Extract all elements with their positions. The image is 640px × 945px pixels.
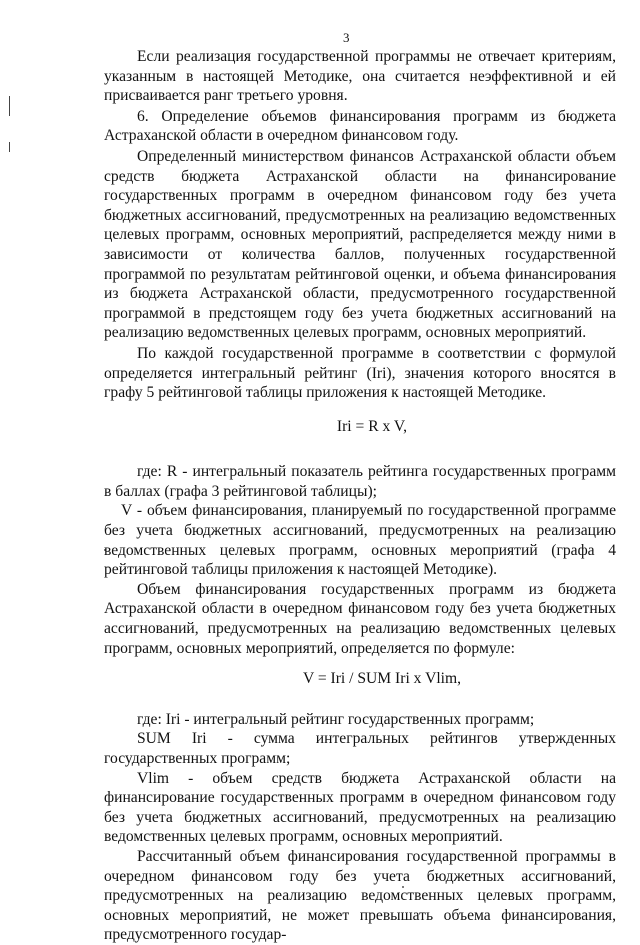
scan-margin-mark [9,96,10,116]
page-number: 3 [343,30,350,45]
document-body [104,47,616,945]
legend-item: V - объем финансирования, планируемый по государственной программе без учета бюджетных ассигнований, предусмотренных на реализацию ведомственных целевых программ, основных мероприятий (графа 4 рейтинговой таблицы приложения к настоящей Методике). [104,502,616,579]
section-heading: 6. Определение объемов финансирования программ из бюджета Астраханской области в очередном финансовом году. [104,107,616,145]
paragraph: Рассчитанный объем финансирования государственной программы в очередном финансовом году без учета бюджетных ассигнований, предусмотренных на реализацию ведомственных целевых программ, основных мероприятий, не может превышать объема финансирования, предусмотренного государ- [104,847,616,944]
legend-item: SUM Iri - сумма интегральных рейтингов утвержденных государственных программ; [104,730,616,767]
legend-item: Vlim - объем средств бюджета Астраханской области на финансирование государственных программ в очередном финансовом году без учета бюджетных ассигнований, предусмотренных на реализацию ведомственных целевых программ, основных мероприятий. [104,769,616,846]
paragraph: Объем финансирования государственных программ из бюджета Астраханской области в очередном финансовом году без учета бюджетных ассигнований, предусмотренных на реализацию ведомственных целевых программ, основных мероприятий, определяется по формуле: [104,580,616,657]
legend-item: где: R - интегральный показатель рейтинга государственных программ в баллах (графа 3 рейтинговой таблицы); [104,463,616,500]
paragraph: По каждой государственной программе в соответствии с формулой определяется интегральный рейтинг (Iri), значения которого вносятся в графу 5 рейтинговой таблицы приложения к настоящей Методике. [104,344,616,402]
formula-financing-volume: V = Iri / SUM Iri x Vlim, [302,670,462,688]
legend-item: где: Iri - интегральный рейтинг государственных программ; [137,710,535,728]
paragraph: Определенный министерством финансов Астраханской области объем средств бюджета Астраханской области на финансирование государственных программ в очередном финансовом году без учета бюджетных ассигнований, предусмотренных на реализацию ведомственных целевых программ, основных мероприятий, распределяется между ними в зависимости от количества баллов, полученных государственной программой по результатам рейтинговой оценки, и объема финансирования из бюджета Астраханской области, предусмотренного государственной программой в предстоящем году без учета бюджетных ассигнований на реализацию ведомственных целевых программ, основных мероприятий. [104,147,616,342]
paragraph: Если реализация государственной программы не отвечает критериям, указанным в настоящей Методике, она считается неэффективной и ей присваивается ранг третьего уровня. [104,48,616,105]
formula-integral-rating: Iri = R x V, [336,417,408,435]
scan-margin-mark [9,142,10,152]
